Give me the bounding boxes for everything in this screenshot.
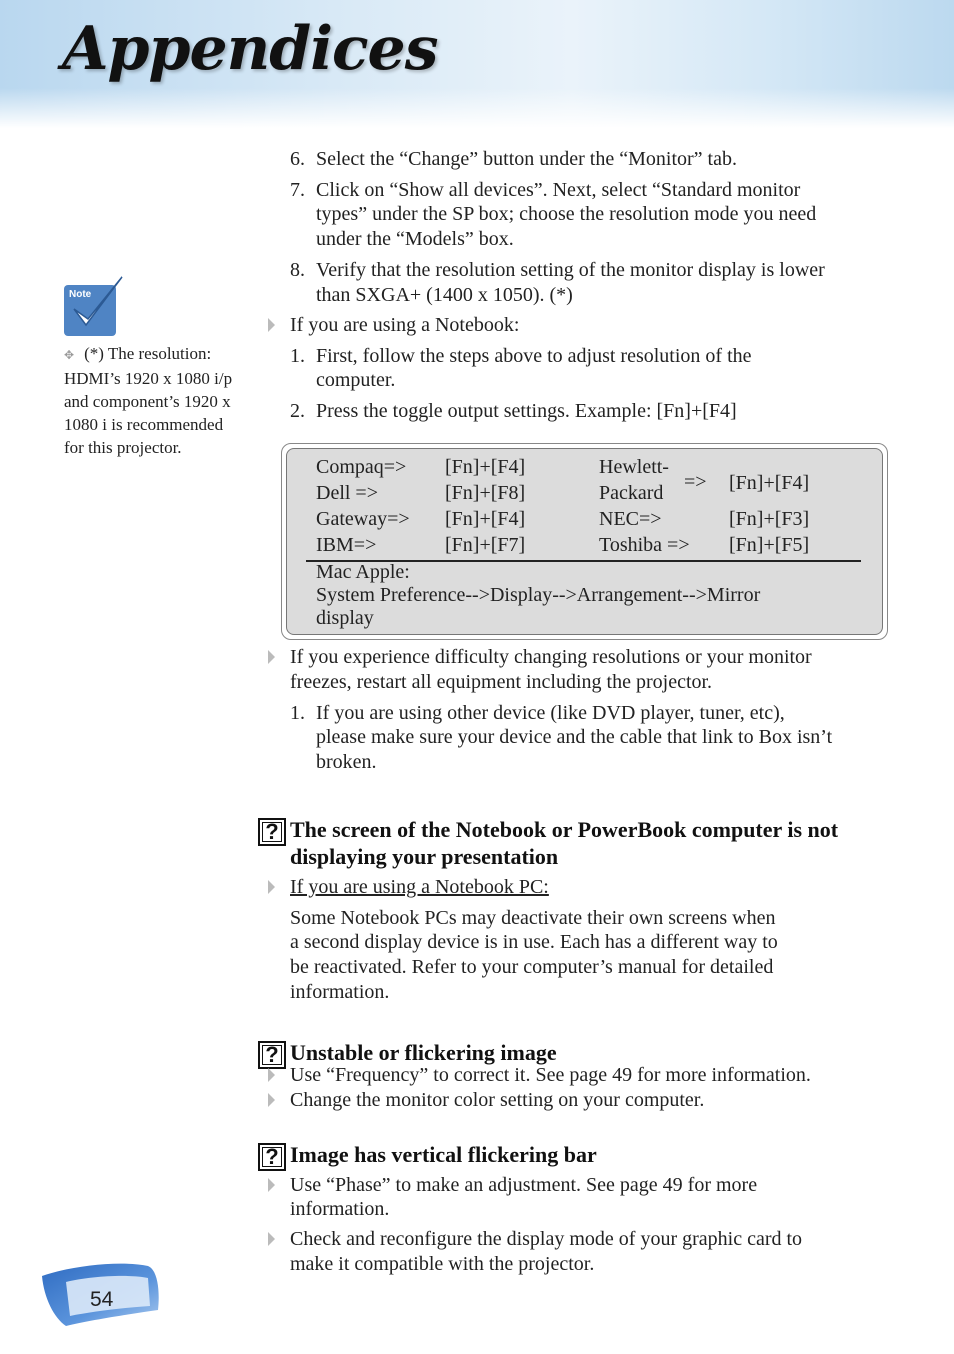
shortcut-keys: [Fn]+[F8] — [445, 482, 526, 504]
note-text-line1: (*) The resolution: — [84, 344, 212, 363]
step-text: under the “Models” box. — [316, 228, 514, 250]
shortcut-brand: Gateway=> — [316, 508, 410, 530]
bullet-arrow-icon — [268, 880, 275, 894]
section-heading: Image has vertical flickering bar — [290, 1142, 597, 1167]
shortcut-keys: [Fn]+[F4] — [445, 456, 526, 478]
bullet-text: Use “Frequency” to correct it. See page 49 for more information. — [290, 1064, 811, 1086]
page-title: Appendices — [62, 14, 438, 84]
shortcut-keys: [Fn]+[F7] — [445, 534, 526, 556]
bullet-text: Change the monitor color setting on your computer. — [290, 1089, 705, 1111]
shortcut-keys: [Fn]+[F4] — [445, 508, 526, 530]
bullet-text: Use “Phase” to make an adjustment. See page 49 for more — [290, 1174, 758, 1196]
shortcut-arrow: => — [684, 471, 707, 493]
note-text-line2: HDMI’s 1920 x 1080 i/p — [64, 369, 233, 388]
mac-label: Mac Apple: — [316, 561, 410, 583]
question-icon: ? — [258, 818, 286, 846]
bullet-arrow-icon — [268, 318, 275, 332]
step-text: Press the toggle output settings. Example: [Fn]+[F4] — [316, 400, 737, 422]
page-number: 54 — [90, 1288, 114, 1311]
question-icon: ? — [258, 1041, 286, 1069]
bullet-text: Check and reconfigure the display mode of your graphic card to — [290, 1228, 803, 1250]
step-number: 1. — [290, 345, 305, 367]
step-text: Select the “Change” button under the “Monitor” tab. — [316, 148, 737, 170]
bullet-text: information. — [290, 1198, 390, 1220]
mac-path-cont: display — [316, 607, 374, 629]
diamond-bullet-icon: ✥ — [64, 348, 75, 362]
step-number: 2. — [290, 400, 305, 422]
section-heading: displaying your presentation — [290, 844, 559, 869]
step-text: types” under the SP box; choose the resolution mode you need — [316, 203, 817, 225]
paragraph-line: information. — [290, 981, 390, 1003]
sidebar-note — [64, 342, 260, 459]
notebook-bullet: If you are using a Notebook: — [290, 314, 520, 336]
step-text: than SXGA+ (1400 x 1050). (*) — [316, 284, 573, 306]
step-number: 1. — [290, 702, 305, 724]
shortcut-brand: Compaq=> — [316, 456, 407, 478]
freeze-text: freezes, restart all equipment including the projector. — [290, 671, 713, 693]
question-icon: ? — [258, 1143, 286, 1171]
note-text-line3: and component’s 1920 x — [64, 392, 231, 411]
shortcut-keys: [Fn]+[F4] — [729, 472, 810, 494]
bullet-arrow-icon — [268, 1232, 275, 1246]
step-text: computer. — [316, 369, 396, 391]
notebook-pc-bullet: If you are using a Notebook PC: — [290, 876, 549, 898]
shortcut-brand: IBM=> — [316, 534, 377, 556]
step-number: 7. — [290, 179, 305, 201]
step-text: If you are using other device (like DVD player, tuner, etc), — [316, 702, 785, 724]
step-number: 8. — [290, 259, 305, 281]
shortcut-keys: [Fn]+[F3] — [729, 508, 810, 530]
note-text-line5: for this projector. — [64, 438, 182, 457]
bullet-arrow-icon — [268, 650, 275, 664]
section-heading: The screen of the Notebook or PowerBook computer is not — [290, 817, 839, 842]
step-text: Click on “Show all devices”. Next, select “Standard monitor — [316, 179, 801, 201]
step-text: please make sure your device and the cable that link to Box isn’t — [316, 726, 833, 748]
paragraph-line: be reactivated. Refer to your computer’s manual for detailed — [290, 956, 774, 978]
note-checkmark-icon — [64, 275, 126, 337]
step-text: broken. — [316, 751, 377, 773]
bullet-arrow-icon — [268, 1068, 275, 1082]
paragraph-line: Some Notebook PCs may deactivate their own screens when — [290, 907, 776, 929]
shortcut-brand: NEC=> — [599, 508, 662, 530]
step-text: First, follow the steps above to adjust resolution of the — [316, 345, 752, 367]
mac-path: System Preference-->Display-->Arrangement-->Mirror — [316, 584, 761, 606]
bullet-arrow-icon — [268, 1178, 275, 1192]
shortcut-brand-hp: Hewlett- — [599, 456, 669, 478]
shortcut-brand-hp: Packard — [599, 482, 664, 504]
section-heading: Unstable or flickering image — [290, 1040, 557, 1065]
note-text-line4: 1080 i is recommended — [64, 415, 224, 434]
shortcut-keys: [Fn]+[F5] — [729, 534, 810, 556]
shortcut-brand: Dell => — [316, 482, 378, 504]
step-text: Verify that the resolution setting of the monitor display is lower — [316, 259, 825, 281]
shortcut-brand: Toshiba => — [599, 534, 690, 556]
bullet-text: make it compatible with the projector. — [290, 1253, 595, 1275]
note-label: Note — [69, 289, 92, 300]
bullet-arrow-icon — [268, 1093, 275, 1107]
step-number: 6. — [290, 148, 305, 170]
freeze-text: If you experience difficulty changing resolutions or your monitor — [290, 646, 812, 668]
paragraph-line: a second display device is in use. Each has a different way to — [290, 931, 778, 953]
